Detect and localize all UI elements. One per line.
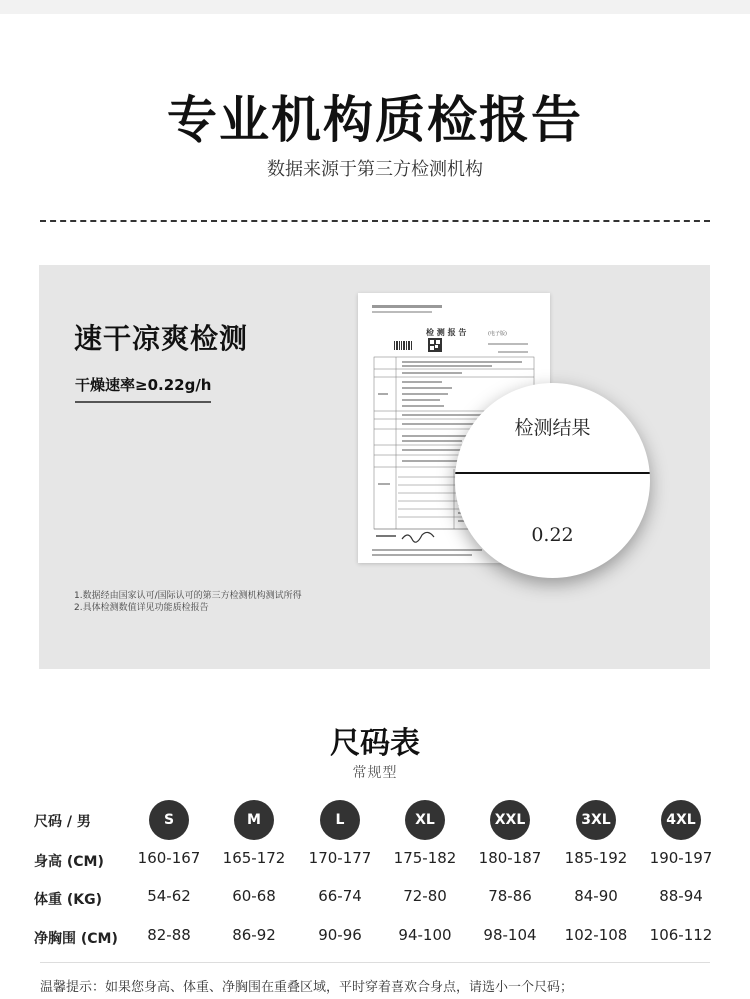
size-cell: 72-80 <box>403 887 447 905</box>
magnifier-value: 0.22 <box>531 524 574 546</box>
magnifier-label: 检测结果 <box>514 417 591 439</box>
size-cell: 94-100 <box>398 926 452 944</box>
size-cell: 88-94 <box>659 887 703 905</box>
size-row-label: 净胸围 (CM) <box>34 931 118 947</box>
size-cell: 160-167 <box>137 849 201 867</box>
size-cell: 106-112 <box>649 926 713 944</box>
magnifier-circle <box>455 383 650 578</box>
size-cell: 78-86 <box>488 887 532 905</box>
size-badge: 3XL <box>576 800 616 840</box>
top-strip <box>0 0 750 14</box>
test-note: 2.具体检测数值详见功能质检报告 <box>74 603 209 613</box>
size-cell: 66-74 <box>318 887 362 905</box>
size-badge: 4XL <box>661 800 701 840</box>
test-rate: 干燥速率≥0.22g/h <box>75 374 211 403</box>
size-tip: 温馨提示：如果您身高、体重、净胸围在重叠区域，平时穿着喜欢合身点，请选小一个尺码； <box>40 980 574 995</box>
size-cell: 84-90 <box>574 887 618 905</box>
test-panel <box>39 265 710 669</box>
size-cell: 90-96 <box>318 926 362 944</box>
size-chart-title: 尺码表 <box>330 726 420 761</box>
size-badge: S <box>149 800 189 840</box>
size-cell: 86-92 <box>232 926 276 944</box>
size-cell: 185-192 <box>564 849 628 867</box>
test-note: 1.数据经由国家认可/国际认可的第三方检测机构测试所得 <box>74 591 302 601</box>
report-heading: 检 测 报 告 <box>426 328 467 337</box>
size-header-label: 尺码 / 男 <box>34 814 91 830</box>
size-badge: M <box>234 800 274 840</box>
bottom-divider <box>40 962 710 963</box>
size-cell: 82-88 <box>147 926 191 944</box>
size-cell: 170-177 <box>308 849 372 867</box>
dashed-divider <box>40 220 710 222</box>
size-cell: 175-182 <box>393 849 457 867</box>
size-cell: 54-62 <box>147 887 191 905</box>
size-badge: XL <box>405 800 445 840</box>
size-cell: 190-197 <box>649 849 713 867</box>
page-title: 专业机构质检报告 <box>167 91 583 149</box>
size-cell: 98-104 <box>483 926 537 944</box>
size-cell: 60-68 <box>232 887 276 905</box>
size-row-label: 身高 (CM) <box>34 854 104 870</box>
size-chart-subtitle: 常规型 <box>352 765 398 781</box>
size-badge: L <box>320 800 360 840</box>
page-subtitle: 数据来源于第三方检测机构 <box>267 159 483 180</box>
size-badge: XXL <box>490 800 530 840</box>
test-notes <box>74 590 302 614</box>
size-cell: 180-187 <box>478 849 542 867</box>
size-cell: 165-172 <box>222 849 286 867</box>
size-row-label: 体重 (KG) <box>34 892 103 908</box>
magnifier-divider <box>455 472 650 474</box>
size-cell: 102-108 <box>564 926 628 944</box>
report-tag: (电子版) <box>488 331 507 337</box>
test-title: 速干凉爽检测 <box>74 322 249 355</box>
